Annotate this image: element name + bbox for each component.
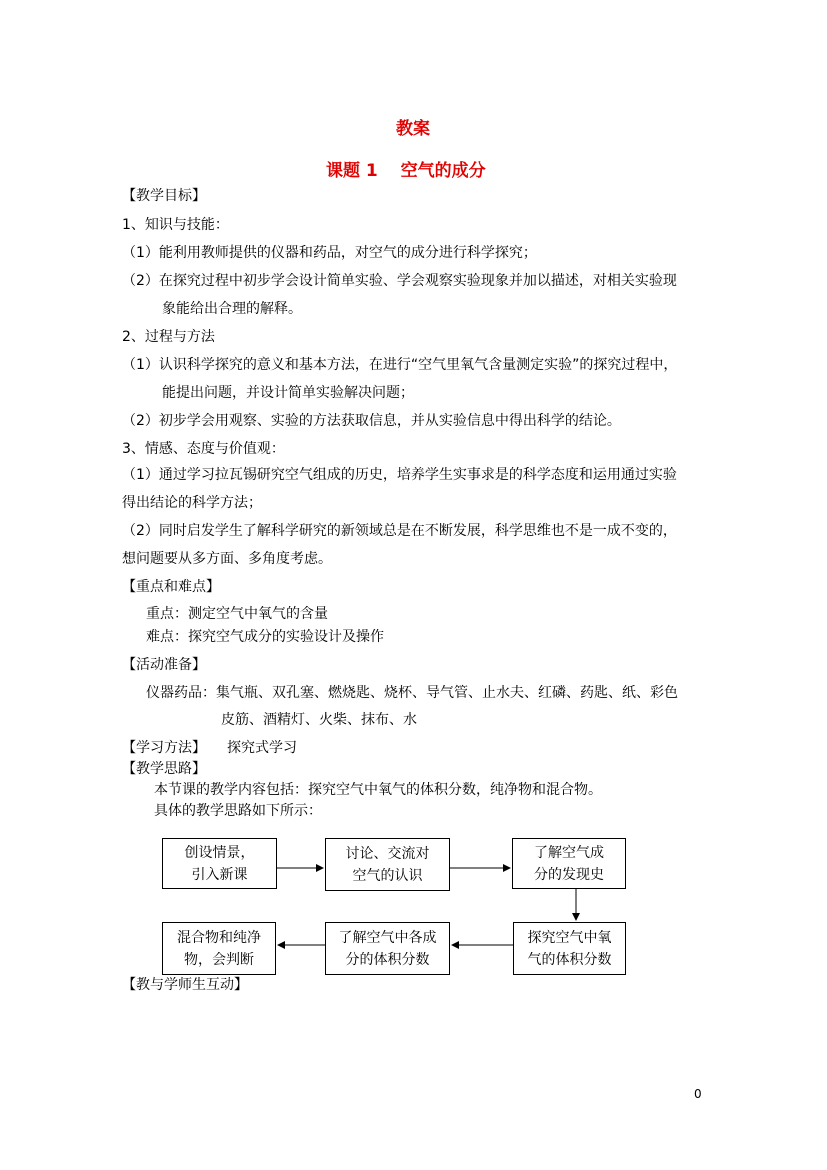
flow-box-text: 物，会判断 [184, 951, 254, 968]
obj1-item2-line1: （2）在探究过程中初步学会设计简单实验、学会观察实验现象并加以描述，对相关实验现 [122, 273, 677, 289]
obj2-item1-line1: （1）认识科学探究的意义和基本方法，在进行“空气里氧气含量测定实验”的探究过程中， [122, 357, 678, 373]
key-header: 【重点和难点】 [122, 579, 220, 595]
flow-box-text: 讨论、交流对 [345, 845, 430, 862]
prep-header: 【活动准备】 [122, 657, 206, 673]
idea-line1: 本节课的教学内容包括：探究空气中氧气的体积分数，纯净物和混合物。 [154, 782, 602, 798]
obj1-item2-line2: 象能给出合理的解释。 [162, 301, 302, 317]
obj2-item1-line2: 能提出问题，并设计简单实验解决问题； [162, 385, 414, 401]
obj3-item1-line2: 得出结论的科学方法； [122, 495, 262, 511]
obj2-item2: （2）初步学会用观察、实验的方法获取信息，并从实验信息中得出科学的结论。 [122, 413, 621, 429]
flow-box-text: 创设情景， [184, 844, 255, 861]
flow-box-text: 探究空气中氧 [527, 929, 612, 946]
flow-box-text: 分的体积分数 [345, 951, 430, 968]
obj3-item1-line1: （1）通过学习拉瓦锡研究空气组成的历史，培养学生实事求是的科学态度和运用通过实验 [122, 467, 677, 483]
idea-header: 【教学思路】 [122, 761, 206, 777]
flow-box-text: 了解空气中各成 [338, 929, 437, 946]
objectives-header: 【教学目标】 [122, 188, 206, 204]
prep-line2: 皮筋、酒精灯、火柴、抹布、水 [221, 712, 417, 728]
obj3-item2-line1: （2）同时启发学生了解科学研究的新领域总是在不断发展，科学思维也不是一成不变的， [122, 523, 677, 539]
prep-line1: 仪器药品：集气瓶、双孔塞、燃烧匙、烧杯、导气管、止水夫、红磷、药匙、纸、彩色 [146, 685, 678, 701]
flow-box-text: 分的发现史 [534, 866, 604, 883]
flow-box-text: 气的体积分数 [527, 951, 612, 968]
doc-title: 教案 [396, 119, 430, 139]
method-header: 【学习方法】 [122, 740, 206, 756]
lesson-title: 课题 1 空气的成分 [326, 161, 486, 181]
key-point: 重点：测定空气中氧气的含量 [146, 606, 328, 622]
flow-box-text: 引入新课 [191, 866, 248, 883]
method-value: 探究式学习 [227, 740, 297, 756]
obj3-heading: 3、情感、态度与价值观： [122, 441, 285, 457]
flow-box-text: 混合物和纯净 [177, 929, 261, 946]
interact-header: 【教与学师生互动】 [122, 977, 248, 993]
obj1-item1: （1）能利用教师提供的仪器和药品，对空气的成分进行科学探究； [122, 245, 537, 261]
flow-box-text: 了解空气成 [534, 844, 604, 861]
idea-line2: 具体的教学思路如下所示： [154, 803, 322, 819]
difficult-point: 难点：探究空气成分的实验设计及操作 [146, 629, 384, 645]
obj2-heading: 2、过程与方法 [122, 329, 215, 345]
flow-box-text: 空气的认识 [352, 867, 423, 884]
page-number: 0 [694, 1087, 702, 1101]
obj3-item2-line2: 想问题要从多方面、多角度考虑。 [122, 551, 332, 567]
obj1-heading: 1、知识与技能： [122, 217, 229, 233]
